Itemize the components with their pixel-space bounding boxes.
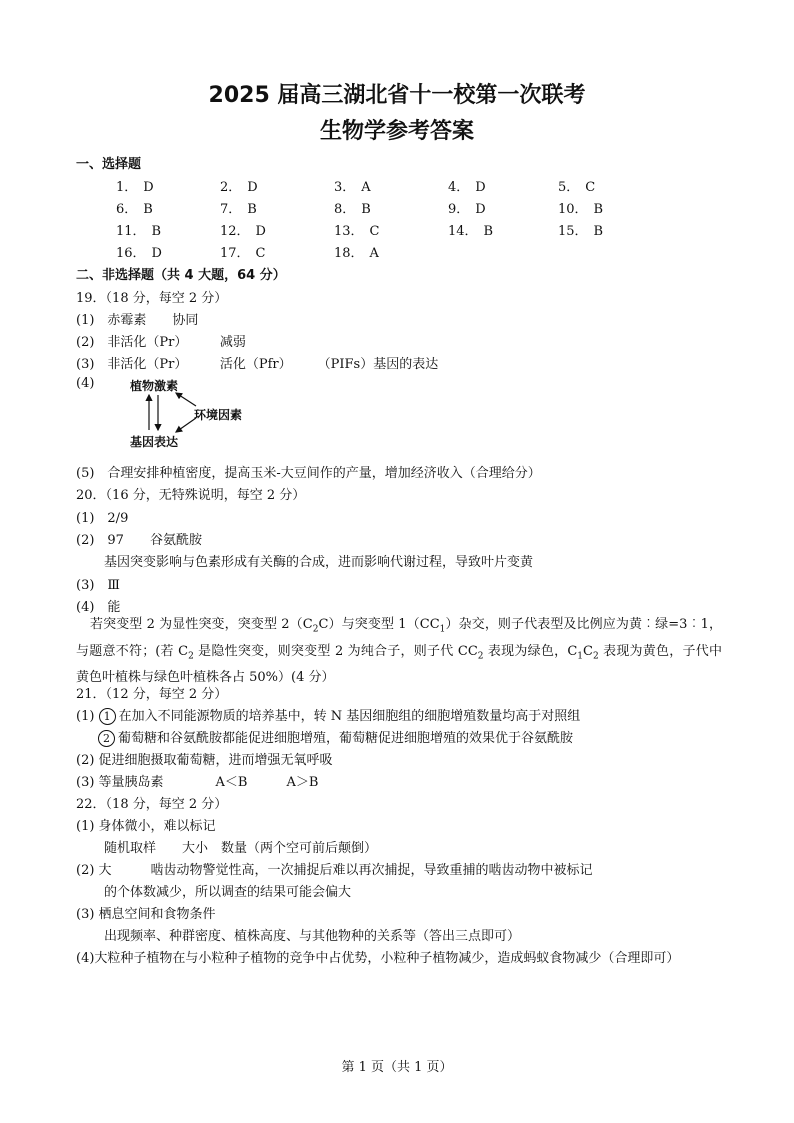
q19-answer-3: (3) 非活化（Pr） 活化（Pfr） （PIFs）基因的表达 [76, 357, 439, 372]
choice-number: 2． [220, 180, 242, 195]
q22-heading: 22．（18 分，每空 2 分） [76, 797, 228, 812]
choice-answer-6 [116, 198, 153, 217]
choice-number: 14． [448, 224, 478, 239]
q20-answer-2b: 基因突变影响与色素形成有关酶的合成，进而影响代谢过程，导致叶片变黄 [104, 555, 534, 570]
choice-answer-12 [220, 220, 266, 239]
hormone-environment-gene-diagram [120, 374, 260, 450]
choice-number: 13． [334, 224, 364, 239]
q21-answer-1a: (1) 1 在加入不同能源物质的培养基中，转 N 基因细胞组的细胞增殖数量均高于对照组 [76, 709, 581, 724]
arrow-env-to-gene [176, 418, 196, 432]
choice-letter: D [475, 202, 486, 217]
q20-answer-2: (2) 97 谷氨酰胺 [76, 533, 202, 548]
choice-answer-2 [220, 176, 258, 195]
choice-letter: D [475, 180, 486, 195]
choice-answer-10 [558, 198, 603, 217]
choice-letter: B [361, 202, 371, 217]
choice-number: 9． [448, 202, 470, 217]
choice-number: 12． [220, 224, 250, 239]
diagram-node-environment: 环境因素 [194, 408, 243, 422]
choice-answer-5 [558, 176, 595, 195]
choice-number: 1． [116, 180, 138, 195]
choice-number: 10． [558, 202, 588, 217]
circled-number-2: 2 [98, 730, 115, 747]
q21-answer-1b: 2 葡萄糖和谷氨酰胺都能促进细胞增殖，葡萄糖促进细胞增殖的效果优于谷氨酰胺 [98, 727, 573, 747]
choice-answer-8 [334, 198, 371, 217]
section-nonchoice-heading: 二、非选择题（共 4 大题，64 分） [76, 268, 286, 283]
diagram-node-hormone: 植物激素 [130, 379, 179, 393]
q22-answer-2b: 的个体数减少，所以调查的结果可能会偏大 [104, 885, 352, 900]
choice-number: 15． [558, 224, 588, 239]
choice-answer-11 [116, 220, 161, 239]
choice-answer-17 [220, 242, 266, 261]
q22-answer-3: (3) 栖息空间和食物条件 [76, 907, 216, 922]
diagram-arrows [120, 374, 260, 450]
choice-number: 4． [448, 180, 470, 195]
choice-letter: C [369, 224, 380, 239]
choice-letter: A [369, 246, 379, 261]
q22-answer-3b: 出现频率、种群密度、植株高度、与其他物种的关系等（答出三点即可） [104, 929, 521, 944]
choice-letter: D [247, 180, 258, 195]
choice-letter: D [143, 180, 154, 195]
q19-answer-2: (2) 非活化（Pr） 减弱 [76, 335, 246, 350]
choice-letter: B [483, 224, 494, 239]
choice-letter: D [255, 224, 266, 239]
choice-number: 6． [116, 202, 138, 217]
choice-answer-7 [220, 198, 257, 217]
q19-answer-4-label: (4) [76, 376, 95, 391]
choice-letter: C [255, 246, 266, 261]
diagram-node-gene: 基因表达 [130, 435, 179, 449]
exam-title: 2025 届高三湖北省十一校第一次联考 [208, 83, 586, 108]
q20-answer-3: (3) Ⅲ [76, 578, 120, 593]
choice-answer-14 [448, 220, 493, 239]
q21-answer-2: (2) 促进细胞摄取葡萄糖，进而增强无氧呼吸 [76, 753, 333, 768]
q22-answer-1: (1) 身体微小，难以标记 [76, 819, 216, 834]
choice-letter: B [593, 202, 604, 217]
choice-letter: B [143, 202, 153, 217]
arrow-env-to-hormone [176, 393, 196, 406]
q20-answer-4: (4) 能 [76, 600, 121, 615]
q19-answer-5: (5) 合理安排种植密度，提高玉米-大豆间作的产量，增加经济收入（合理给分） [76, 466, 541, 481]
page-footer: 第 1 页（共 1 页） [341, 1060, 453, 1075]
choice-answer-16 [116, 242, 162, 261]
choice-letter: B [151, 224, 162, 239]
choice-number: 11． [116, 224, 146, 239]
choice-answer-3 [334, 176, 371, 195]
q19-heading: 19．（18 分，每空 2 分） [76, 291, 228, 306]
choice-answer-9 [448, 198, 486, 217]
q21-heading: 21．（12 分，每空 2 分） [76, 687, 228, 702]
q22-answer-4: (4)大粒种子植物在与小粒种子植物的竞争中占优势，小粒种子植物减少，造成蚂蚁食物减少（合理即可） [76, 951, 680, 966]
choice-number: 16． [116, 246, 146, 261]
choice-answer-4 [448, 176, 486, 195]
choice-letter: D [151, 246, 162, 261]
choice-number: 7． [220, 202, 242, 217]
choice-answer-1 [116, 176, 154, 195]
choice-letter: B [247, 202, 257, 217]
section-choice-heading: 一、选择题 [76, 157, 142, 172]
choice-number: 3． [334, 180, 356, 195]
choice-number: 18． [334, 246, 364, 261]
q20-answer-4-explanation: 若突变型 2 为显性突变，突变型 $2(C_2C)$与突变型 $1(CC_1)$杂交，则子代表型及比例应为黄︰绿=3︰1，与题意不符；(若 $C_2$ 是隐性突变，则突变型 2 为纯合子，则子代 $CC_2$ 表现为绿色，$C_1C_2$ 表现为黄色，子代中黄色叶植株与绿色叶植株各占 50%）(4 分） [76, 617, 722, 686]
choice-answer-15 [558, 220, 603, 239]
choice-letter: A [361, 180, 371, 195]
choice-letter: C [585, 180, 596, 195]
choice-number: 17． [220, 246, 250, 261]
q21-answer-3: (3) 等量胰岛素 A＜B A＞B [76, 775, 319, 790]
choice-answer-18 [334, 242, 379, 261]
choice-number: 8． [334, 202, 356, 217]
q20-heading: 20．（16 分，无特殊说明，每空 2 分） [76, 488, 306, 503]
q22-answer-1b: 随机取样 大小 数量（两个空可前后颠倒） [104, 841, 378, 856]
q20-answer-1: (1) 2/9 [76, 511, 129, 526]
choice-letter: B [593, 224, 604, 239]
choice-number: 5． [558, 180, 580, 195]
q19-answer-1: (1) 赤霉素 协同 [76, 313, 199, 328]
circled-number-1: 1 [99, 708, 116, 725]
q22-answer-2: (2) 大 啮齿动物警觉性高，一次捕捉后难以再次捕捉，导致重捕的啮齿动物中被标记 [76, 863, 593, 878]
choice-answer-13 [334, 220, 380, 239]
exam-subtitle: 生物学参考答案 [319, 119, 474, 144]
